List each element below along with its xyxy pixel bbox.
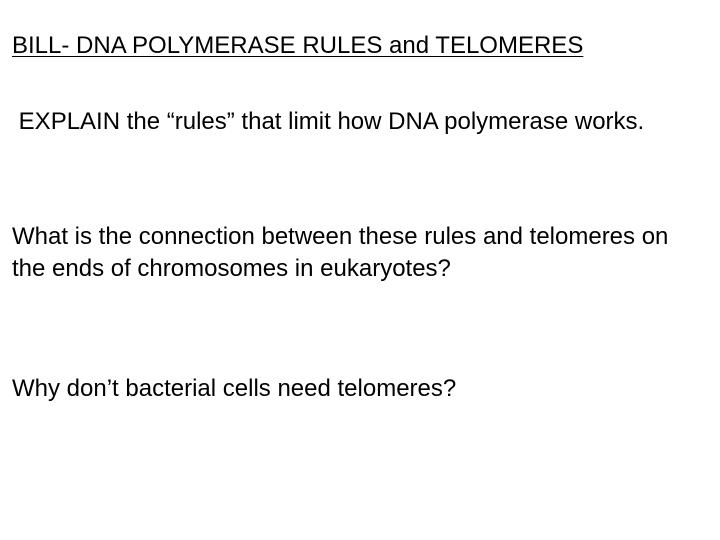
question-bacterial-telomeres: Why don’t bacterial cells need telomeres? [12,375,457,402]
question-telomere-connection: What is the connection between these rules and telomeres on the ends of chromosomes in eukaryotes? [12,223,669,282]
slide-title: BILL- DNA POLYMERASE RULES and TELOMERES [12,32,584,59]
question-polymerase-rules: EXPLAIN the “rules” that limit how DNA polymerase works. [12,108,645,135]
